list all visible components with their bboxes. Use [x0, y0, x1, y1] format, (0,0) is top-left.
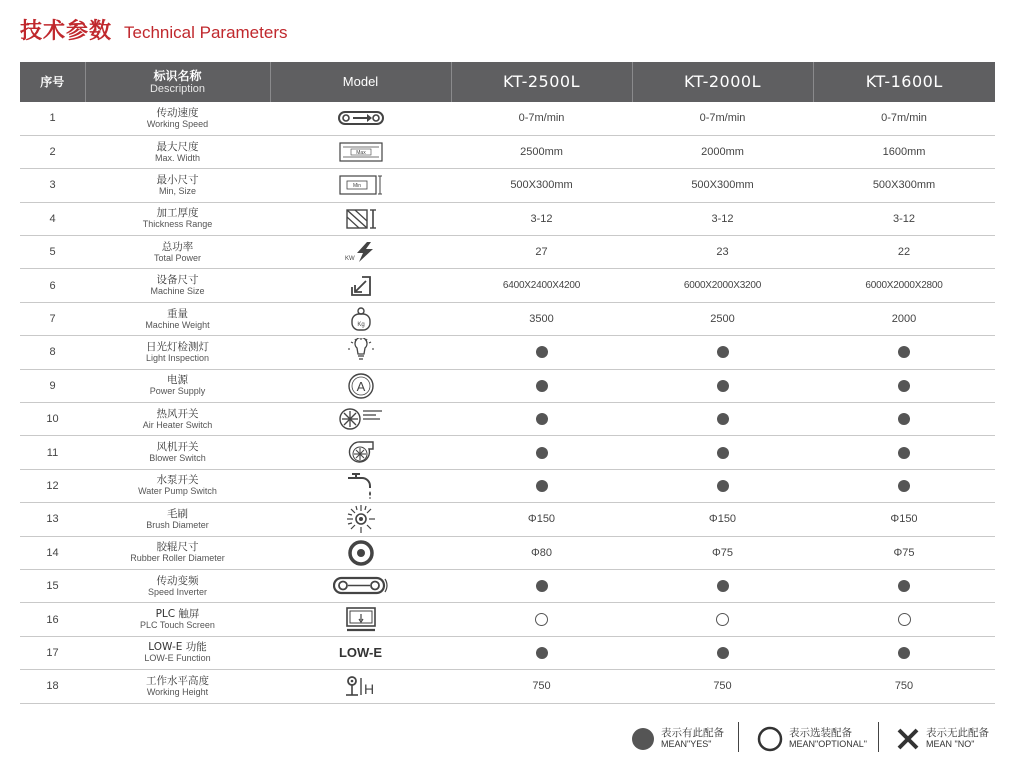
description-cn: 毛刷	[167, 507, 188, 520]
spec-value: 0-7m/min	[451, 102, 632, 135]
row-number: 2	[20, 135, 85, 168]
description-cn: 工作水平高度	[146, 674, 209, 687]
row-description	[85, 403, 270, 436]
description-en: Working Speed	[146, 118, 209, 129]
row-number: 16	[20, 603, 85, 636]
yes-indicator	[451, 469, 632, 502]
table-row	[20, 269, 995, 302]
spec-value: 23	[632, 236, 813, 269]
filled-circle-icon	[898, 346, 910, 358]
resize-arrow-icon	[270, 269, 451, 302]
spec-table	[20, 62, 995, 704]
yes-indicator	[632, 636, 813, 669]
yes-indicator	[632, 569, 813, 602]
row-description	[85, 636, 270, 669]
svg-text:Kg: Kg	[356, 322, 365, 329]
yes-indicator	[813, 636, 995, 669]
filled-circle-icon	[898, 447, 910, 459]
description-cn: 胶辊尺寸	[156, 541, 199, 554]
brush-icon	[270, 503, 451, 536]
table-row	[20, 536, 995, 569]
spec-value: Φ150	[813, 503, 995, 536]
description-cn: 总功率	[161, 240, 194, 253]
description-cn: 传动速度	[156, 106, 199, 119]
filled-circle-icon	[717, 413, 729, 425]
conveyor-arrow-icon	[270, 102, 451, 135]
yes-indicator	[632, 336, 813, 369]
yes-indicator	[451, 436, 632, 469]
yes-indicator	[451, 569, 632, 602]
yes-indicator	[813, 403, 995, 436]
description-cn: 风机开关	[156, 441, 199, 454]
spec-value: Φ150	[451, 503, 632, 536]
yes-indicator	[632, 369, 813, 402]
yes-indicator	[813, 469, 995, 502]
conveyor-belt-icon	[270, 569, 451, 602]
table-row	[20, 670, 995, 703]
heater-fan-icon	[270, 403, 451, 436]
row-number: 11	[20, 436, 85, 469]
table-row	[20, 403, 995, 436]
spec-value: 750	[451, 670, 632, 703]
description-en: LOW-E Function	[144, 653, 211, 664]
empty-circle-icon	[535, 613, 548, 626]
filled-circle-icon	[536, 413, 548, 425]
lowe-icon: LOW-E	[338, 645, 383, 661]
yes-indicator	[451, 336, 632, 369]
spec-value: 500X300mm	[813, 169, 995, 202]
filled-circle-icon	[717, 480, 729, 492]
row-number: 5	[20, 236, 85, 269]
spec-value: Φ75	[632, 536, 813, 569]
header-description	[85, 62, 270, 102]
svg-text:Min: Min	[352, 183, 361, 190]
yes-indicator	[451, 636, 632, 669]
table-row	[20, 603, 995, 636]
light-bulb-icon	[270, 336, 451, 369]
page-title-cn: 技术参数	[20, 19, 113, 44]
water-tap-icon	[270, 469, 451, 502]
filled-circle-icon	[536, 346, 548, 358]
filled-circle-icon	[898, 647, 910, 659]
page-header	[20, 14, 287, 50]
spec-value: 3-12	[451, 202, 632, 235]
working-height-icon	[270, 670, 451, 703]
filled-circle-icon	[536, 580, 548, 592]
legend-optional: 表示选装配备 MEAN"OPTIONAL"	[757, 722, 867, 756]
table-row	[20, 102, 995, 135]
yes-indicator	[813, 369, 995, 402]
svg-text:A: A	[356, 378, 365, 394]
filled-circle-icon	[898, 380, 910, 392]
spec-value: 500X300mm	[632, 169, 813, 202]
legend-yes: 表示有此配备 MEAN"YES"	[631, 722, 724, 756]
description-cn: 最大尺度	[156, 140, 199, 153]
roller-icon	[270, 536, 451, 569]
filled-circle-icon	[717, 580, 729, 592]
row-description	[85, 503, 270, 536]
spec-value: 2000	[813, 302, 995, 335]
header-desc-en: Description	[149, 82, 206, 95]
row-number: 6	[20, 269, 85, 302]
row-number: 7	[20, 302, 85, 335]
row-number: 4	[20, 202, 85, 235]
description-cn: 最小尺寸	[156, 173, 199, 186]
max-width-icon	[270, 135, 451, 168]
header-desc-cn: 标识名称	[153, 68, 202, 83]
row-number: 8	[20, 336, 85, 369]
filled-circle-icon	[717, 346, 729, 358]
spec-value: 3500	[451, 302, 632, 335]
row-number: 3	[20, 169, 85, 202]
filled-circle-icon	[717, 647, 729, 659]
svg-text:Max: Max	[355, 150, 366, 157]
description-en: Water Pump Switch	[138, 486, 217, 497]
spec-value: 27	[451, 236, 632, 269]
yes-indicator	[813, 336, 995, 369]
description-en: Total Power	[153, 252, 202, 263]
row-description	[85, 670, 270, 703]
yes-indicator	[632, 436, 813, 469]
description-en: Max. Width	[154, 152, 200, 163]
header-model-1: KT-2500L	[451, 62, 632, 102]
spec-value: Φ80	[451, 536, 632, 569]
page-title-en: Technical Parameters	[124, 23, 288, 42]
description-en: Speed Inverter	[147, 586, 208, 597]
legend-no: 表示无此配备 MEAN "NO"	[896, 722, 989, 756]
table-row	[20, 636, 995, 669]
legend-divider	[738, 722, 739, 752]
spec-value: 6000X2000X3200	[632, 269, 813, 302]
description-en: Brush Diameter	[146, 519, 209, 530]
table-row	[20, 302, 995, 335]
description-cn: 热风开关	[156, 407, 199, 420]
description-cn: 电源	[167, 374, 188, 387]
table-row	[20, 169, 995, 202]
spec-value: Φ75	[813, 536, 995, 569]
row-number: 1	[20, 102, 85, 135]
spec-value: 750	[632, 670, 813, 703]
filled-circle-icon	[536, 447, 548, 459]
table-row	[20, 469, 995, 502]
row-description	[85, 336, 270, 369]
description-en: PLC Touch Screen	[140, 620, 215, 631]
table-header-row	[20, 62, 995, 102]
spec-value: Φ150	[632, 503, 813, 536]
row-description	[85, 302, 270, 335]
filled-circle-icon	[717, 447, 729, 459]
table-row	[20, 202, 995, 235]
description-en: Machine Size	[150, 286, 205, 297]
description-cn: 设备尺寸	[156, 274, 199, 287]
row-description	[85, 369, 270, 402]
spec-value: 6000X2000X2800	[813, 269, 995, 302]
row-description	[85, 135, 270, 168]
description-en: Light Inspection	[145, 352, 210, 363]
description-cn: 日光灯检测灯	[146, 340, 209, 353]
spec-value: 750	[813, 670, 995, 703]
table-row	[20, 135, 995, 168]
thickness-icon	[270, 202, 451, 235]
spec-value: 3-12	[632, 202, 813, 235]
row-description	[85, 569, 270, 602]
filled-circle-icon	[536, 380, 548, 392]
description-cn: LOW-E 功能	[148, 641, 207, 654]
header-model-3: KT-1600L	[813, 62, 995, 102]
spec-value: 6400X2400X4200	[451, 269, 632, 302]
description-en: Rubber Roller Diameter	[130, 553, 225, 564]
row-description	[85, 469, 270, 502]
row-description	[85, 236, 270, 269]
table-row	[20, 436, 995, 469]
description-cn: 重量	[167, 307, 188, 320]
description-en: Air Heater Switch	[142, 419, 213, 430]
table-row	[20, 336, 995, 369]
description-en: Blower Switch	[149, 453, 206, 464]
power-bolt-icon	[270, 236, 451, 269]
row-description	[85, 436, 270, 469]
cross-icon	[896, 727, 920, 751]
table-row	[20, 236, 995, 269]
filled-circle-icon	[898, 413, 910, 425]
svg-text:H: H	[363, 681, 374, 698]
table-row	[20, 369, 995, 402]
row-description	[85, 102, 270, 135]
description-en: Working Height	[146, 686, 209, 697]
empty-circle-icon	[757, 726, 783, 752]
yes-indicator	[813, 436, 995, 469]
svg-text:KW: KW	[344, 256, 355, 263]
description-en: Min, Size	[158, 185, 196, 196]
row-description	[85, 269, 270, 302]
filled-circle-icon	[898, 480, 910, 492]
row-number: 14	[20, 536, 85, 569]
row-description	[85, 603, 270, 636]
spec-value: 0-7m/min	[813, 102, 995, 135]
spec-value: 0-7m/min	[632, 102, 813, 135]
weight-icon	[270, 302, 451, 335]
yes-indicator	[632, 469, 813, 502]
description-cn: 水泵开关	[156, 474, 199, 487]
optional-indicator	[451, 603, 632, 636]
row-number: 9	[20, 369, 85, 402]
description-en: Power Supply	[149, 386, 206, 397]
filled-circle-icon	[536, 480, 548, 492]
header-no: 序号	[20, 62, 85, 102]
row-number: 12	[20, 469, 85, 502]
row-number: 15	[20, 569, 85, 602]
spec-value: 2500mm	[451, 135, 632, 168]
yes-indicator	[451, 403, 632, 436]
spec-value: 1600mm	[813, 135, 995, 168]
yes-indicator	[451, 369, 632, 402]
spec-value: 2000mm	[632, 135, 813, 168]
description-cn: 加工厚度	[156, 207, 199, 220]
optional-indicator	[813, 603, 995, 636]
description-en: Machine Weight	[145, 319, 210, 330]
spec-value: 3-12	[813, 202, 995, 235]
empty-circle-icon	[898, 613, 911, 626]
row-description	[85, 536, 270, 569]
lowe-label	[270, 636, 451, 669]
row-description	[85, 169, 270, 202]
row-number: 13	[20, 503, 85, 536]
row-number: 17	[20, 636, 85, 669]
row-description	[85, 202, 270, 235]
blower-icon	[270, 436, 451, 469]
row-number: 10	[20, 403, 85, 436]
table-row	[20, 503, 995, 536]
touch-screen-icon	[270, 603, 451, 636]
filled-circle-icon	[536, 647, 548, 659]
table-row	[20, 569, 995, 602]
spec-value: 2500	[632, 302, 813, 335]
description-cn: PLC 触屏	[155, 608, 200, 621]
ampere-icon	[270, 369, 451, 402]
empty-circle-icon	[716, 613, 729, 626]
spec-value: 22	[813, 236, 995, 269]
description-cn: 传动变频	[156, 574, 199, 587]
yes-indicator	[632, 403, 813, 436]
description-en: Thickness Range	[142, 219, 213, 230]
header-model: Model	[270, 62, 451, 102]
row-number: 18	[20, 670, 85, 703]
min-size-icon	[270, 169, 451, 202]
filled-circle-icon	[898, 580, 910, 592]
header-model-2: KT-2000L	[632, 62, 813, 102]
yes-indicator	[813, 569, 995, 602]
legend-divider	[878, 722, 879, 752]
optional-indicator	[632, 603, 813, 636]
filled-circle-icon	[631, 727, 655, 751]
filled-circle-icon	[717, 380, 729, 392]
spec-value: 500X300mm	[451, 169, 632, 202]
